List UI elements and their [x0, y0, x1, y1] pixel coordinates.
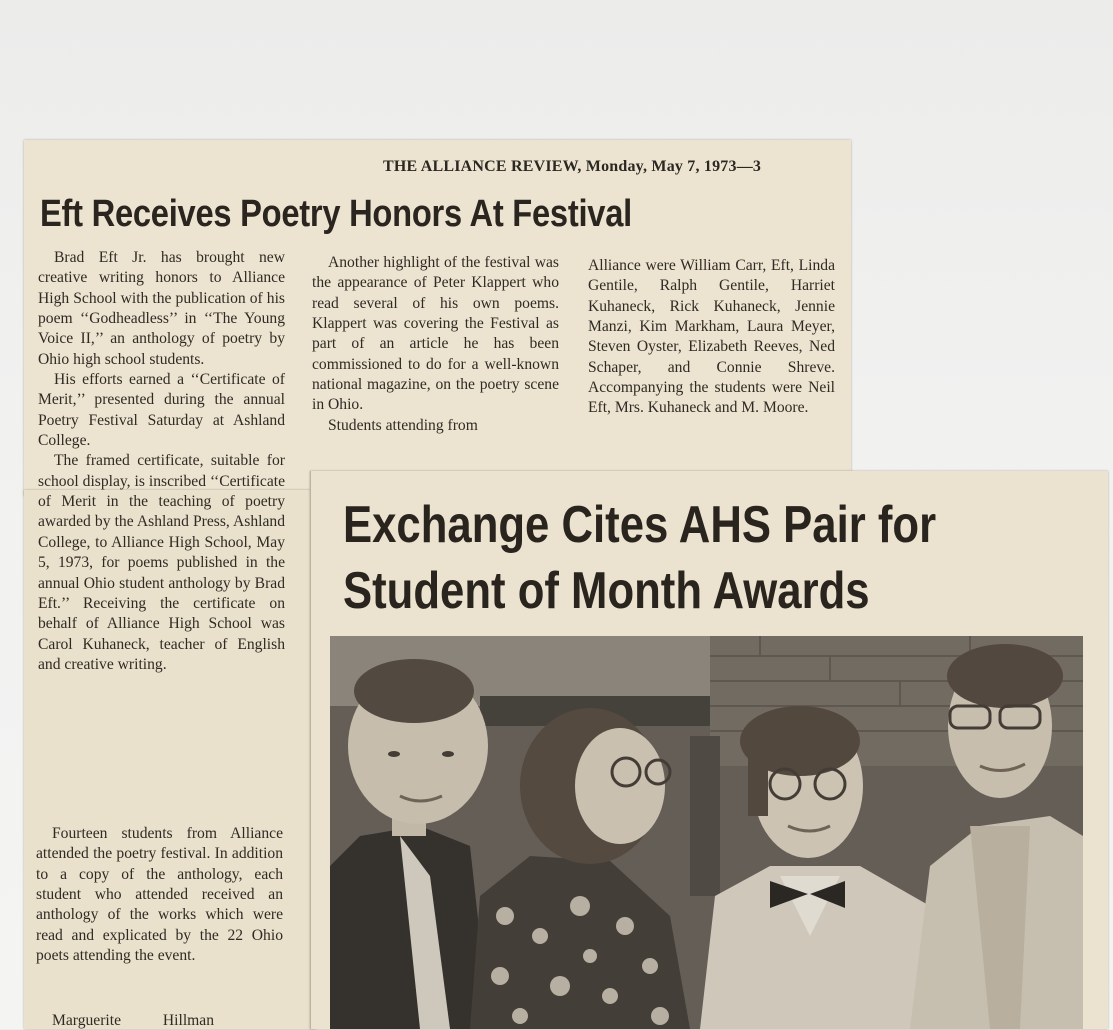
- article1-column3: [588, 256, 835, 419]
- article1-column2: [312, 253, 559, 436]
- paragraph: Another highlight of the festival was the appearance of Peter Klappert who read several of his own poems. Klappert was covering the Festival as part of an article he has been commissioned to do for a well-known national magazine, on the poetry scene in Ohio.: [312, 254, 559, 414]
- article1-column1: [38, 248, 285, 675]
- article2-headline: [343, 492, 981, 624]
- masthead: THE ALLIANCE REVIEW, Monday, May 7, 1973—3: [383, 158, 762, 175]
- paragraph: Students attending from: [328, 416, 478, 434]
- article1-column1-continued: [36, 824, 283, 966]
- partial-byline: Marguerite Hillman: [52, 1012, 214, 1029]
- paragraph: His efforts earned a ‘‘Certificate of Merit,’’ presented during the annual Poetry Festival Saturday at Ashland College.: [38, 371, 285, 450]
- group-photo: [330, 636, 1083, 1029]
- article2-headline-line2: Student of Month Awards: [343, 562, 870, 620]
- paragraph: Brad Eft Jr. has brought new creative writing honors to Alliance High School with the publication of his poem ‘‘Godheadless’’ in ‘‘The Young Voice II,’’ an anthology of poetry by Ohio high school students.: [38, 249, 285, 368]
- paragraph: Fourteen students from Alliance attended the poetry festival. In addition to a copy of the anthology, each student who attended received an anthology of the works which were read and explicated by the 22 Ohio poets attending the event.: [36, 825, 283, 965]
- paragraph: The framed certificate, suitable for school display, is inscribed ‘‘Certificate of Merit in the teaching of poetry awarded by the Ashland Press, Ashland College, to Alliance High School, May 5, 1973, for poems published in the annual Ohio student anthology by Brad Eft.’’ Receiving the certificate on behalf of Alliance High School was Carol Kuhaneck, teacher of English and creative writing.: [38, 452, 285, 673]
- article2-headline-line1: Exchange Cites AHS Pair for: [343, 496, 937, 554]
- article1-headline: Eft Receives Poetry Honors At Festival: [40, 193, 632, 235]
- paragraph: Alliance were William Carr, Eft, Linda Gentile, Ralph Gentile, Harriet Kuhaneck, Rick Kuhaneck, Jennie Manzi, Kim Markham, Laura Meyer, Steven Oyster, Elizabeth Reeves, Ned Schaper, and Connie Shreve. Accompanying the students were Neil Eft, Mrs. Kuhaneck and M. Moore.: [588, 257, 835, 417]
